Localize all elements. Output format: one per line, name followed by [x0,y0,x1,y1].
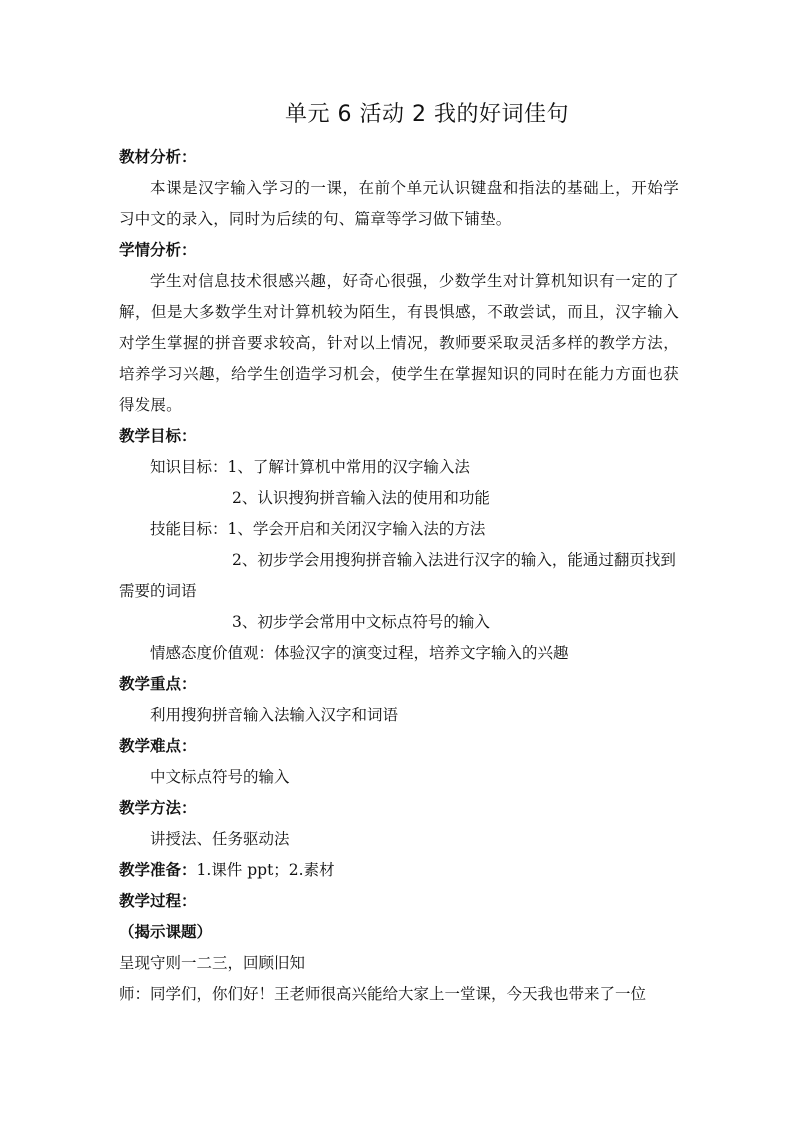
reveal-line: 呈现守则一二三，回顾旧知 [119,954,306,972]
reveal-heading: （揭示课题） [119,923,213,941]
prep-text: 1.课件 ppt；2.素材 [196,861,335,879]
prep-label: 教学准备： [119,861,197,879]
difficulty-heading: 教学难点： [119,737,197,755]
goal-knowledge-2: 2、认识搜狗拼音输入法的使用和功能 [232,489,490,507]
method-heading: 教学方法： [119,799,197,817]
material-heading: 教材分析： [119,148,197,166]
prep-line [119,855,679,886]
goal-knowledge-1: 知识目标：1、了解计算机中常用的汉字输入法 [150,458,470,476]
difficulty-text: 中文标点符号的输入 [150,768,290,786]
goal-skill-2: 2、初步学会用搜狗拼音输入法进行汉字的输入，能通过翻页找到需要的词语 [119,551,676,600]
focus-text: 利用搜狗拼音输入法输入汉字和词语 [150,706,399,724]
material-text: 本课是汉字输入学习的一课，在前个单元认识键盘和指法的基础上，开始学习中文的录入，同时为后续的句、篇章等学习做下铺垫。 [119,179,679,228]
page-title-text: 单元 6 活动 2 我的好词佳句 [285,102,569,127]
goal-skill-3: 3、初步学会常用中文标点符号的输入 [232,613,490,631]
teacher-line: 师：同学们，你们好！王老师很高兴能给大家上一堂课，今天我也带来了一位 [119,985,647,1003]
goal-emotion: 情感态度价值观：体验汉字的演变过程，培养文字输入的兴趣 [150,644,569,662]
method-text: 讲授法、任务驱动法 [150,830,290,848]
goal-skill-1: 技能目标：1、学会开启和关闭汉字输入法的方法 [150,520,486,538]
student-text: 学生对信息技术很感兴趣，好奇心很强，少数学生对计算机知识有一定的了解，但是大多数学生对计算机较为陌生，有畏惧感，不敢尝试，而且，汉字输入对学生掌握的拼音要求较高，针对以上情况，教师要采取灵活多样的教学方法，培养学习兴趣，给学生创造学习机会，使学生在掌握知识的同时在能力方面也获得发展。 [119,272,679,414]
page-title [0,100,794,130]
student-heading: 学情分析： [119,241,197,259]
goals-heading: 教学目标： [119,427,197,445]
document-body [119,142,679,1010]
process-heading: 教学过程： [119,892,197,910]
focus-heading: 教学重点： [119,675,197,693]
